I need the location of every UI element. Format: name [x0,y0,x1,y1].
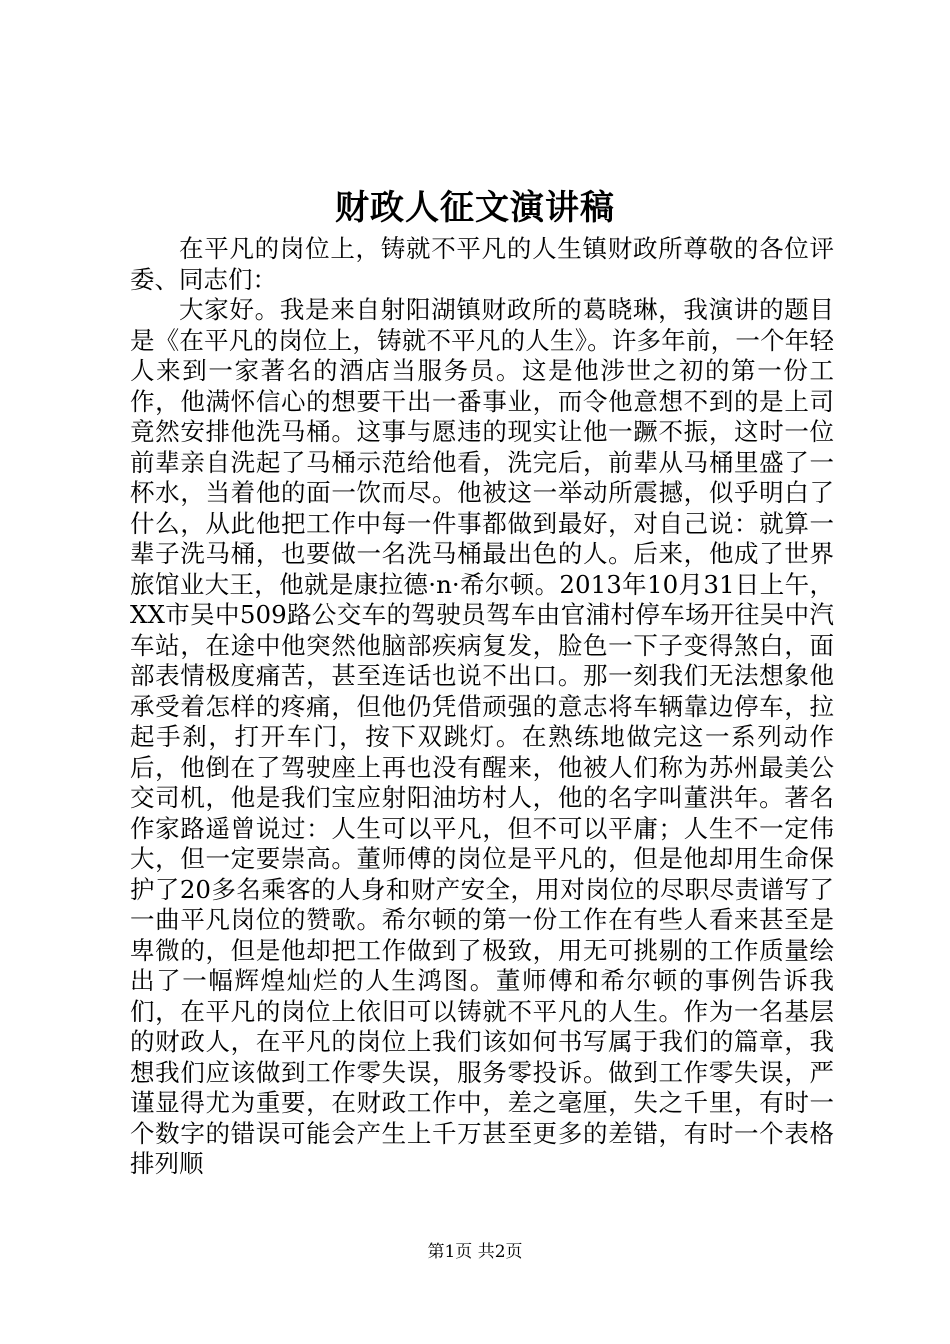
salutation-paragraph: 在平凡的岗位上，铸就不平凡的人生镇财政所尊敬的各位评委、同志们： [130,234,834,294]
page-footer: 第1页 共2页 [427,1242,523,1262]
document-body [130,234,834,1180]
speech-paragraph: 大家好。我是来自射阳湖镇财政所的葛晓琳，我演讲的题目是《在平凡的岗位上，铸就不平凡的人生》。许多年前，一个年轻人来到一家著名的酒店当服务员。这是他涉世之初的第一份工作，他满怀信心的想要干出一番事业，而令他意想不到的是上司竟然安排他洗马桶。这事与愿违的现实让他一蹶不振，这时一位前辈亲自洗起了马桶示范给他看，洗完后，前辈从马桶里盛了一杯水，当着他的面一饮而尽。他被这一举动所震撼，似乎明白了什么，从此他把工作中每一件事都做到最好，对自己说：就算一辈子洗马桶，也要做一名洗马桶最出色的人。后来，他成了世界旅馆业大王，他就是康拉德·n·希尔顿。2013年10月31日上午，XX市吴中509路公交车的驾驶员驾车由官浦村停车场开往吴中汽车站，在途中他突然他脑部疾病复发，脸色一下子变得煞白，面部表情极度痛苦，甚至连话也说不出口。那一刻我们无法想象他承受着怎样的疼痛，但他仍凭借顽强的意志将车辆靠边停车，拉起手刹，打开车门，按下双跳灯。在熟练地做完这一系列动作后，他倒在了驾驶座上再也没有醒来，他被人们称为苏州最美公交司机，他是我们宝应射阳油坊村人，他的名字叫董洪年。著名作家路遥曾说过：人生可以平凡，但不可以平庸；人生不一定伟大，但一定要崇高。董师傅的岗位是平凡的，但是他却用生命保护了20多名乘客的人身和财产安全，用对岗位的尽职尽责谱写了一曲平凡岗位的赞歌。希尔顿的第一份工作在有些人看来甚至是卑微的，但是他却把工作做到了极致，用无可挑剔的工作质量绘出了一幅辉煌灿烂的人生鸿图。董师傅和希尔顿的事例告诉我们，在平凡的岗位上依旧可以铸就不平凡的人生。作为一名基层的财政人，在平凡的岗位上我们该如何书写属于我们的篇章，我想我们应该做到工作零失误，服务零投诉。做到工作零失误，严谨显得尤为重要，在财政工作中，差之毫厘，失之千里，有时一个数字的错误可能会产生上千万甚至更多的差错，有时一个表格排列顺 [130,295,834,1178]
document-title: 财政人征文演讲稿 [335,188,615,228]
